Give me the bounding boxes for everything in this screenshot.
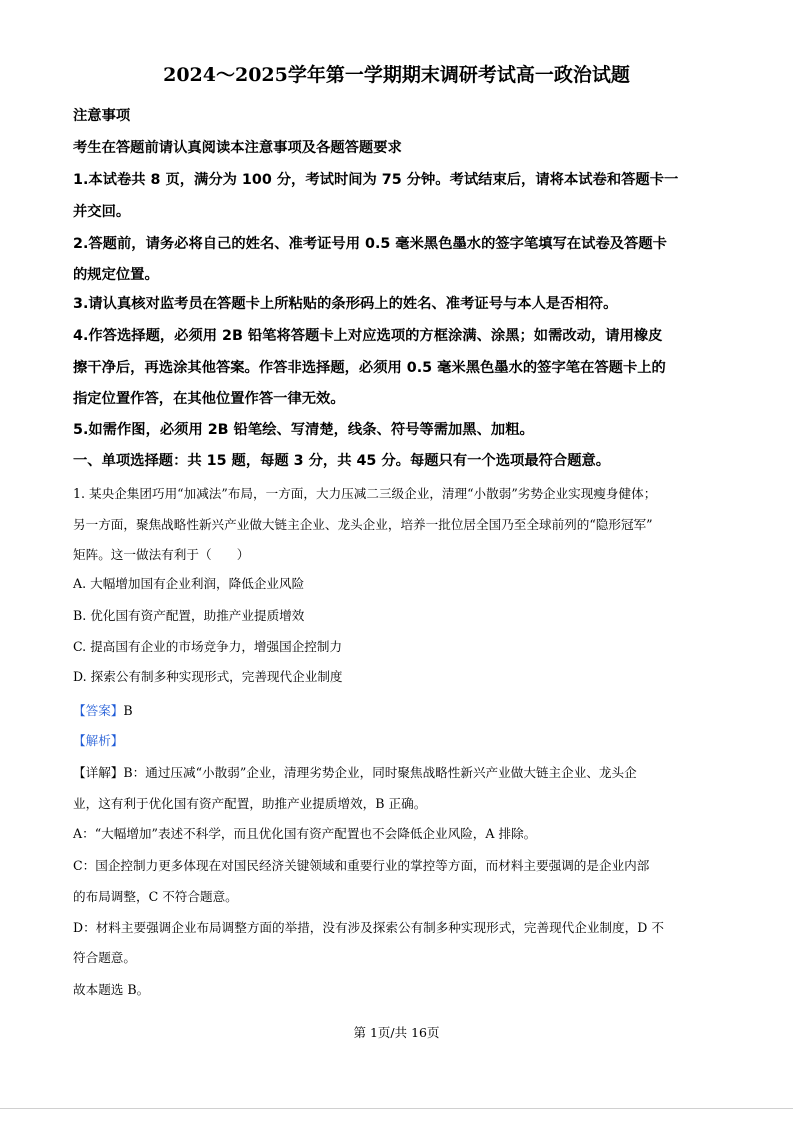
detail-line: 业，这有利于优化国有资产配置，助推产业提质增效，B 正确。 <box>73 796 427 811</box>
question-stem: 另一方面，聚焦战略性新兴产业做大链主企业、龙头企业，培养一批位居全国乃至全球前列的“隐形冠军” <box>73 517 653 532</box>
detail-line: 的布局调整，C 不符合题意。 <box>73 889 238 904</box>
answer-tag: 【答案】 <box>73 703 124 718</box>
page-title: 2024～2025学年第一学期期末调研考试高一政治试题 <box>163 64 630 86</box>
notice-line: 并交回。 <box>73 204 131 220</box>
notice-line: 4.作答选择题，必须用 2B 铅笔将答题卡上对应选项的方框涂满、涂黑；如需改动，请用橡皮 <box>73 328 663 344</box>
analysis-line <box>73 731 123 751</box>
page-number: 第 1页/共 16页 <box>353 1025 440 1040</box>
notice-line: 指定位置作答，在其他位置作答一律无效。 <box>73 391 345 407</box>
notice-line: 3.请认真核对监考员在答题卡上所粘贴的条形码上的姓名、准考证号与本人是否相符。 <box>73 296 618 312</box>
bottom-divider <box>0 1108 793 1109</box>
detail-line: A：“大幅增加”表述不科学，而且优化国有资产配置也不会降低企业风险，A 排除。 <box>73 826 537 841</box>
option-a: A. 大幅增加国有企业利润，降低企业风险 <box>73 576 305 591</box>
notice-line: 2.答题前，请务必将自己的姓名、准考证号用 0.5 毫米黑色墨水的签字笔填写在试卷及答题卡 <box>73 236 667 252</box>
detail-line: 故本题选 B。 <box>73 982 150 997</box>
section-heading: 一、单项选择题：共 15 题，每题 3 分，共 45 分。每题只有一个选项最符合题意。 <box>73 453 611 469</box>
notice-line: 1.本试卷共 8 页，满分为 100 分，考试时间为 75 分钟。考试结束后，请将本试卷和答题卡一 <box>73 172 679 188</box>
option-c: C. 提高国有企业的市场竞争力，增强国企控制力 <box>73 639 343 654</box>
question-stem: 矩阵。这一做法有利于（ ） <box>73 547 250 562</box>
answer-line <box>73 701 133 721</box>
notice-heading: 注意事项 <box>73 108 131 124</box>
detail-line: 符合题意。 <box>73 950 136 965</box>
answer-value: B <box>123 703 133 718</box>
notice-line: 5.如需作图，必须用 2B 铅笔绘、写清楚，线条、符号等需加黑、加粗。 <box>73 422 534 438</box>
detail-text: B：通过压减“小散弱”企业，清理劣势企业，同时聚焦战略性新兴产业做大链主企业、龙头企 <box>123 765 637 780</box>
analysis-tag: 【解析】 <box>73 733 124 748</box>
notice-subheading: 考生在答题前请认真阅读本注意事项及各题答题要求 <box>73 140 402 156</box>
detail-line: C：国企控制力更多体现在对国民经济关键领域和重要行业的掌控等方面，而材料主要强调的是企业内部 <box>73 858 650 873</box>
detail-line: D：材料主要强调企业布局调整方面的举措，没有涉及探索公有制多种实现形式，完善现代企业制度，D 不 <box>73 920 664 935</box>
detail-tag: 【详解】 <box>73 765 124 780</box>
question-stem: 1. 某央企集团巧用“加减法”布局，一方面，大力压减二三级企业，清理“小散弱”劣势企业实现瘦身健体； <box>73 486 657 501</box>
option-d: D. 探索公有制多种实现形式，完善现代企业制度 <box>73 669 343 684</box>
notice-line: 的规定位置。 <box>73 267 159 283</box>
option-b: B. 优化国有资产配置，助推产业提质增效 <box>73 608 305 623</box>
notice-line: 擦干净后，再选涂其他答案。作答非选择题，必须用 0.5 毫米黑色墨水的签字笔在答题卡上的 <box>73 360 666 376</box>
detail-line <box>73 763 637 783</box>
